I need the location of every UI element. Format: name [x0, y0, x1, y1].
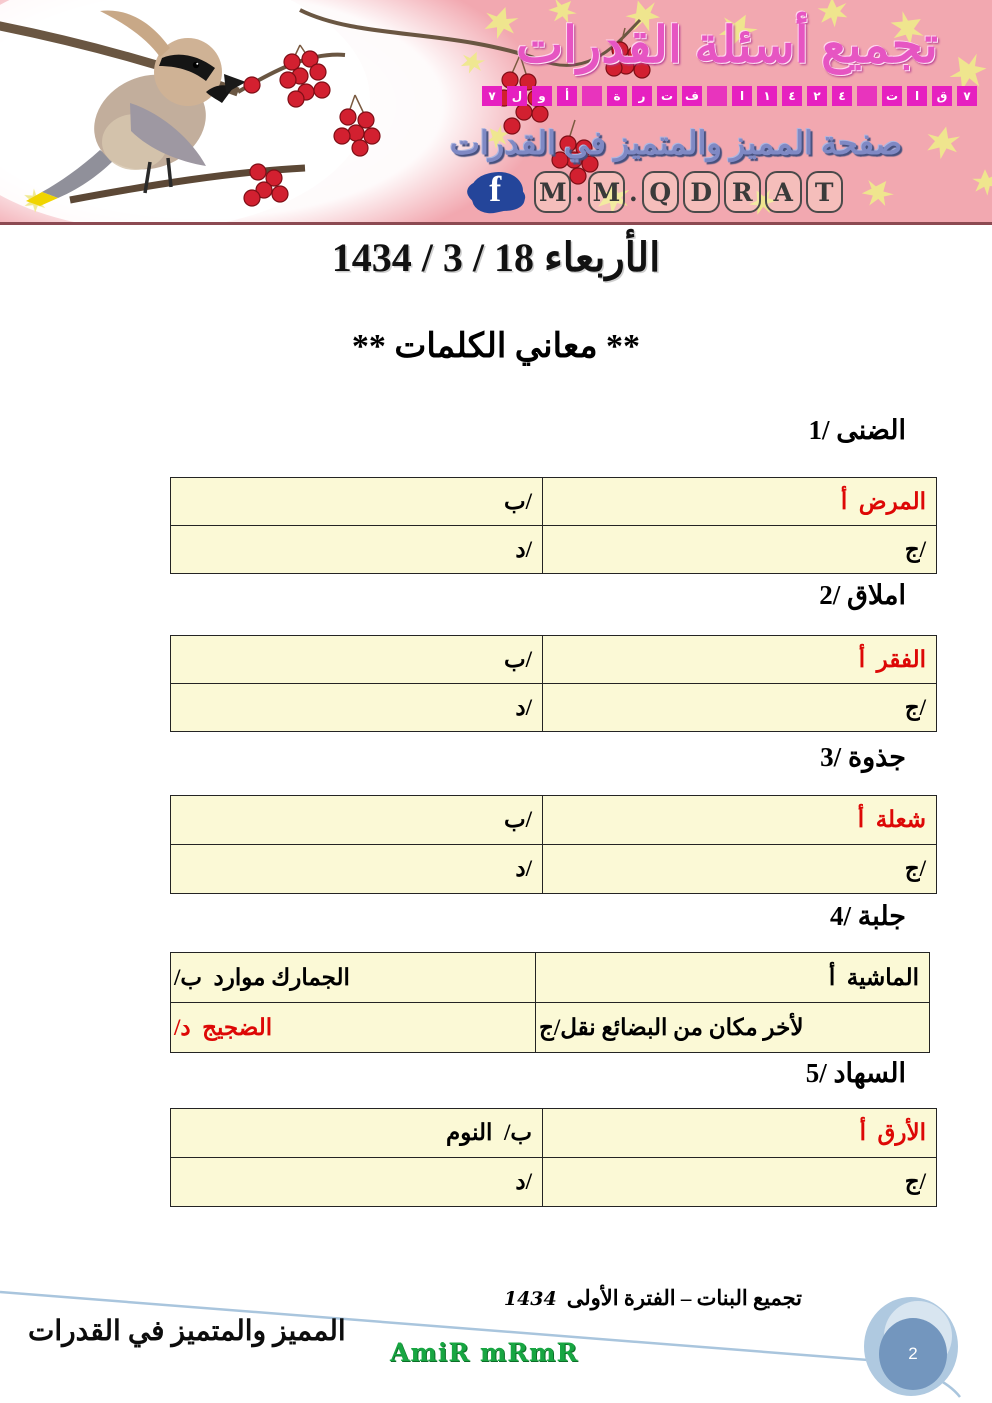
answer-text: أ‎ ‎شعلة — [857, 807, 926, 832]
answer-cell — [171, 953, 536, 1003]
footer-signature: AmiR mRmR — [390, 1338, 579, 1367]
answer-text: ج/ — [904, 536, 926, 562]
answer-text: د/ — [515, 856, 532, 881]
answer-text: أ‎ ‎الفقر — [858, 646, 926, 672]
brand-letter: M — [534, 171, 571, 213]
answer-cell — [536, 1003, 930, 1053]
decorative-tile: ل — [507, 86, 527, 106]
answer-text: أ‎ ‎المرض — [840, 488, 926, 514]
footer-year: 1434 — [503, 1288, 557, 1310]
decorative-tile: و — [532, 86, 552, 106]
answer-cell — [543, 1158, 937, 1207]
question-heading: 1/ الضنى — [808, 415, 906, 445]
answer-text: /د‎ ‎الضجيج — [174, 1014, 273, 1040]
answer-cell — [543, 684, 937, 732]
answers-table — [170, 477, 937, 574]
answer-cell — [543, 796, 937, 845]
decorative-tile: ١ — [757, 86, 777, 106]
answer-cell — [171, 1003, 536, 1053]
decorative-tile — [857, 86, 877, 106]
answer-text: أ‎ ‎الأرق — [859, 1120, 926, 1145]
answer-text: ج/ — [904, 856, 926, 881]
footer-collection-text: تجميع البنات – الفترة الأولى — [566, 1286, 802, 1310]
decorative-tile: ة — [607, 86, 627, 106]
answers-table — [170, 952, 930, 1053]
brand-letter: Q — [642, 171, 679, 213]
answer-text: د/ — [515, 536, 532, 562]
answer-text: د/ — [515, 694, 532, 720]
decorative-tile: ٤ — [782, 86, 802, 106]
decorative-tile: ا — [732, 86, 752, 106]
decorative-tile: ر — [632, 86, 652, 106]
decorative-tile: ا — [907, 86, 927, 106]
answer-cell — [171, 526, 543, 574]
answer-cell — [171, 1158, 543, 1207]
question-heading: 2/ املاق — [819, 580, 906, 610]
decorative-tile: ق — [932, 86, 952, 106]
decorative-tile: ٧ — [482, 86, 502, 106]
banner — [0, 0, 992, 225]
answer-text: النوم‎ ‎/ب — [445, 1120, 532, 1145]
answer-cell — [171, 636, 543, 684]
answer-cell — [543, 526, 937, 574]
date-line: الأربعاء 18 / 3 / 1434 — [331, 235, 661, 280]
answer-cell — [543, 636, 937, 684]
brand-name — [534, 171, 842, 213]
decorative-tile: أ — [557, 86, 577, 106]
answer-text: ب/ — [503, 646, 532, 672]
brand-letter: M — [588, 171, 625, 213]
answers-table — [170, 1108, 937, 1207]
brand-letter: D — [683, 171, 720, 213]
answer-text: ج/‎نقل‎ ‎البضائع‎ ‎من‎ ‎مكان‎ ‎لأخر — [539, 1014, 804, 1040]
brand-row — [415, 166, 895, 218]
answer-text: ب/ — [503, 488, 532, 514]
brand-letter: T — [806, 171, 843, 213]
decorative-tile: ف — [682, 86, 702, 106]
banner-title: تجميع أسئلة القدرات — [516, 17, 938, 73]
footer-brand-text: المميز والمتميز في القدرات — [28, 1316, 346, 1347]
facebook-icon — [467, 166, 529, 218]
decorative-tile: ت — [657, 86, 677, 106]
answers-table — [170, 635, 937, 732]
answer-cell — [543, 478, 937, 526]
decorative-tile — [707, 86, 727, 106]
answer-cell — [543, 845, 937, 894]
decorative-tile-strip — [482, 86, 982, 106]
answer-cell — [543, 1109, 937, 1158]
banner-subtitle: صفحة المميز والمتميز في القدرات — [449, 125, 903, 161]
question-heading: 3/ جذوة — [820, 742, 906, 772]
footer-collection-label — [504, 1286, 802, 1311]
decorative-tile: ت — [882, 86, 902, 106]
decorative-tile: ٢ — [807, 86, 827, 106]
answer-text: ج/ — [904, 1169, 926, 1194]
brand-letter: . — [575, 177, 584, 207]
answer-text: ب/ — [503, 807, 532, 832]
answer-text: ج/ — [904, 694, 926, 720]
page-title: ** معاني الكلمات ** — [351, 328, 641, 365]
answer-cell — [171, 796, 543, 845]
brand-letter: . — [629, 177, 638, 207]
question-heading: 5/ السهاد — [805, 1058, 906, 1088]
question-heading: 4/ جلبة — [829, 901, 906, 931]
answer-text: د/ — [515, 1169, 532, 1194]
decorative-tile: ٧ — [957, 86, 977, 106]
decorative-tile — [582, 86, 602, 106]
answer-cell — [171, 1109, 543, 1158]
facebook-f-letter: f — [489, 169, 502, 209]
answer-cell — [171, 478, 543, 526]
brand-letter: R — [724, 171, 761, 213]
brand-letter: A — [765, 171, 802, 213]
decorative-tile: ٤ — [832, 86, 852, 106]
page-number: 2 — [908, 1344, 918, 1363]
answers-table — [170, 795, 937, 894]
answer-text: /ب‎ ‎موارد‎ ‎الجمارك — [174, 964, 350, 990]
answer-cell — [171, 845, 543, 894]
answer-text: أ‎ ‎الماشية — [828, 964, 919, 990]
answer-cell — [536, 953, 930, 1003]
answer-cell — [171, 684, 543, 732]
page-number-circle — [879, 1318, 947, 1390]
